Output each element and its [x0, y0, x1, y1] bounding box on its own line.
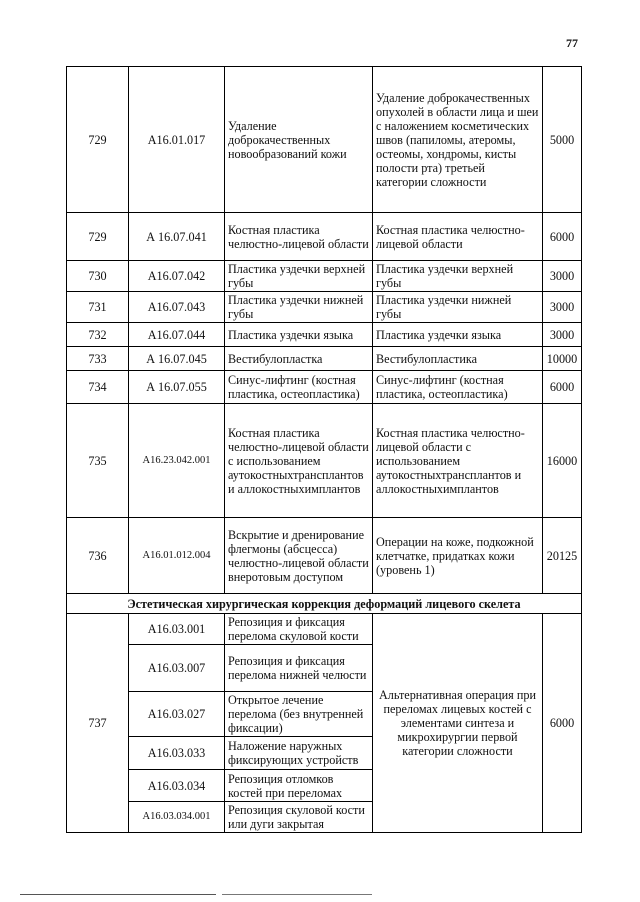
table-row — [67, 213, 582, 261]
table-row — [67, 323, 582, 347]
row-number: 733 — [67, 347, 129, 371]
section-row — [67, 594, 582, 614]
service-code: А16.01.012.004 — [129, 518, 225, 594]
service-analog: Вестибулопластика — [373, 347, 543, 371]
service-name: Репозиция отломков костей при переломах — [225, 770, 373, 802]
table-row — [67, 518, 582, 594]
service-price: 6000 — [543, 371, 582, 404]
table-row — [67, 67, 582, 213]
row-number: 732 — [67, 323, 129, 347]
service-name: Синус-лифтинг (костная пластика, остеопластика) — [225, 371, 373, 404]
table-row — [67, 404, 582, 518]
service-price: 6000 — [543, 213, 582, 261]
service-analog: Удаление доброкачественных опухолей в области лица и шеи с наложением косметических швов (папиломы, атеромы, остеомы, хондромы, кисты полости рта) третьей категории сложности — [373, 67, 543, 213]
service-name: Костная пластика челюстно-лицевой области с использованием аутокостныхтрансплантов и аллокостныхимплантов — [225, 404, 373, 518]
service-analog: Костная пластика челюстно-лицевой области с использованием аутокостныхтрансплантов и аллокостныхимплантов — [373, 404, 543, 518]
service-analog: Пластика уздечки нижней губы — [373, 292, 543, 323]
row-number: 729 — [67, 213, 129, 261]
service-price: 5000 — [543, 67, 582, 213]
service-name: Пластика уздечки нижней губы — [225, 292, 373, 323]
footer-rule — [222, 894, 372, 895]
service-name: Вестибулопластка — [225, 347, 373, 371]
service-name: Открытое лечение перелома (без внутренней фиксации) — [225, 692, 373, 737]
table-row — [67, 371, 582, 404]
service-code: А16.03.034 — [129, 770, 225, 802]
service-code: А16.23.042.001 — [129, 404, 225, 518]
row-number: 729 — [67, 67, 129, 213]
footer-rule — [20, 894, 216, 895]
service-name: Репозиция и фиксация перелома скуловой кости — [225, 614, 373, 645]
service-name: Наложение наружных фиксирующих устройств — [225, 737, 373, 770]
service-name: Вскрытие и дренирование флегмоны (абсцесса) челюстно-лицевой области внеротовым доступом — [225, 518, 373, 594]
service-code: А16.07.043 — [129, 292, 225, 323]
row-number: 735 — [67, 404, 129, 518]
service-name: Пластика уздечки языка — [225, 323, 373, 347]
service-code: А16.03.033 — [129, 737, 225, 770]
row-number: 736 — [67, 518, 129, 594]
service-code: А 16.07.045 — [129, 347, 225, 371]
service-code: А16.03.027 — [129, 692, 225, 737]
service-code: А 16.07.055 — [129, 371, 225, 404]
service-code: А16.03.001 — [129, 614, 225, 645]
service-code: А16.03.034.001 — [129, 802, 225, 833]
service-name: Пластика уздечки верхней губы — [225, 261, 373, 292]
row-number: 730 — [67, 261, 129, 292]
service-price: 16000 — [543, 404, 582, 518]
table-row — [67, 292, 582, 323]
service-price: 3000 — [543, 261, 582, 292]
service-analog: Операции на коже, подкожной клетчатке, придатках кожи (уровень 1) — [373, 518, 543, 594]
table-row — [67, 347, 582, 371]
service-price: 3000 — [543, 292, 582, 323]
service-name: Репозиция скуловой кости или дуги закрытая — [225, 802, 373, 833]
row-number: 737 — [67, 614, 129, 833]
service-code: А16.03.007 — [129, 645, 225, 692]
service-analog: Альтернативная операция при переломах лицевых костей с элементами синтеза и микрохирургии первой категории сложности — [373, 614, 543, 833]
table-row — [67, 614, 582, 645]
price-table — [66, 66, 582, 833]
service-analog: Пластика уздечки языка — [373, 323, 543, 347]
service-price: 3000 — [543, 323, 582, 347]
service-analog: Пластика уздечки верхней губы — [373, 261, 543, 292]
service-name: Удаление доброкачественных новообразований кожи — [225, 67, 373, 213]
page-number: 77 — [566, 36, 578, 50]
service-code: A16.01.017 — [129, 67, 225, 213]
service-code: А 16.07.041 — [129, 213, 225, 261]
row-number: 731 — [67, 292, 129, 323]
service-code: А16.07.042 — [129, 261, 225, 292]
row-number: 734 — [67, 371, 129, 404]
service-name: Костная пластика челюстно-лицевой области — [225, 213, 373, 261]
service-price: 6000 — [543, 614, 582, 833]
service-analog: Синус-лифтинг (костная пластика, остеопластика) — [373, 371, 543, 404]
service-name: Репозиция и фиксация перелома нижней челюсти — [225, 645, 373, 692]
section-title: Эстетическая хирургическая коррекция деформаций лицевого скелета — [67, 594, 582, 614]
service-code: А16.07.044 — [129, 323, 225, 347]
service-price: 20125 — [543, 518, 582, 594]
service-analog: Костная пластика челюстно-лицевой области — [373, 213, 543, 261]
service-price: 10000 — [543, 347, 582, 371]
table-row — [67, 261, 582, 292]
